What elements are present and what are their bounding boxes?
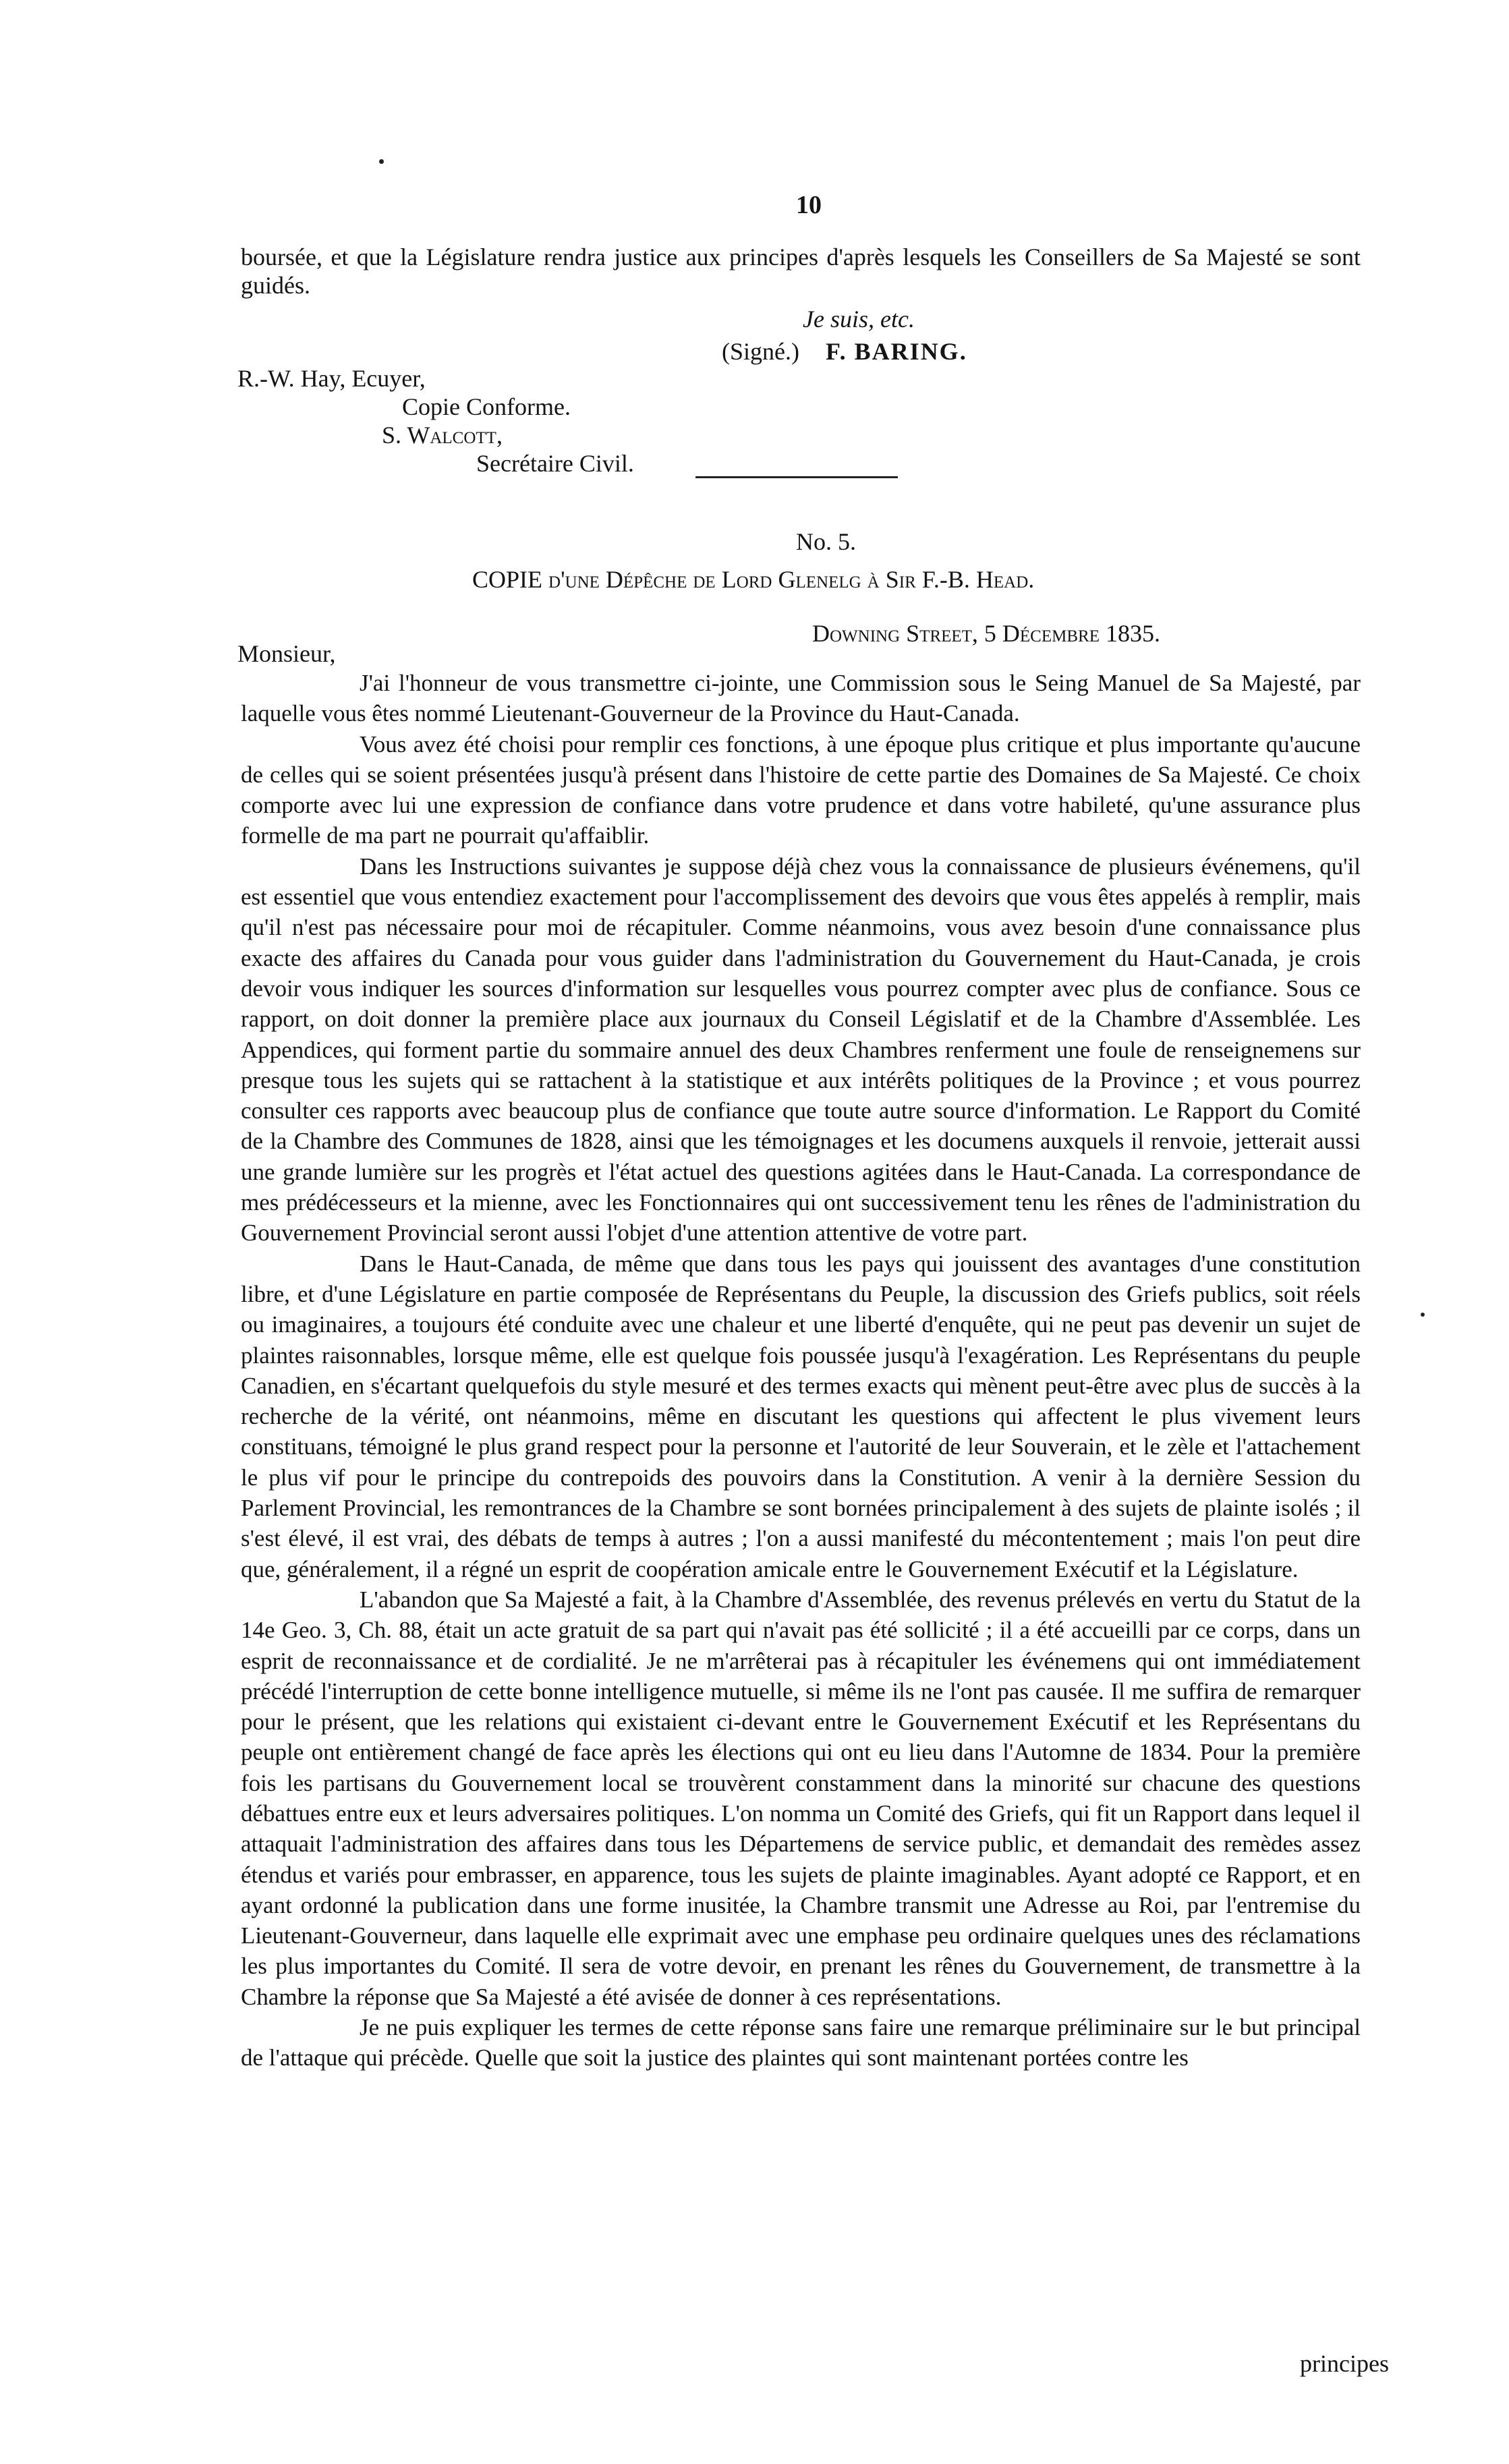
closing-formula: Je suis, etc. (803, 306, 915, 333)
catchword: principes (1300, 2350, 1389, 2377)
addressee: R.-W. Hay, Ecuyer, (237, 365, 426, 392)
certifier-name: S. Walcott, (382, 422, 503, 449)
salutation: Monsieur, (237, 640, 336, 667)
letter-body (241, 668, 1361, 2073)
carryover-paragraph: boursée, et que la Législature rendra justice aux principes d'après lesquels les Conseillers de Sa Majesté se sont guidés. (241, 243, 1361, 299)
paragraph: Vous avez été choisi pour remplir ces fonctions, à une époque plus critique et plus importante qu'aucune de celles qui se soient présentées jusqu'à présent dans l'histoire de cette partie des Domaines de Sa Majesté. Ce choix comporte avec lui une expression de confiance dans votre prudence et dans votre habileté, qu'une assurance plus formelle de ma part ne pourrait qu'affaiblir. (241, 730, 1361, 849)
paragraph: L'abandon que Sa Majesté a fait, à la Chambre d'Assemblée, des revenus prélevés en vertu du Statut de la 14e Geo. 3, Ch. 88, était un acte gratuit de sa part qui n'avait pas été sollicité ; il a été accueilli par ce corps, dans un esprit de reconnaissance et de cordialité. Je ne m'arrêterai pas à récapituler les événemens qui ont immédiatement précédé l'interruption de cette bonne intelligence mutuelle, si même ils ne l'ont pas causée. Il me suffira de remarquer pour le présent, que les relations qui existaient ci-devant entre le Gouvernement Exécutif et les Représentans du peuple ont entièrement changé de face après les élections qui ont eu lieu dans l'Automne de 1834. Pour la première fois les partisans du Gouvernement local se trouvèrent constamment dans la minorité sur chacune des questions débattues entre eux et leurs adversaires politiques. L'on nomma un Comité des Griefs, qui fit un Rapport dans lequel il attaquait l'administration des affaires dans tous les Départemens de service public, et demandait des remèdes assez étendus et variés pour embrasser, en apparence, tous les sujets de plainte imaginables. Ayant adopté ce Rapport, et en ayant ordonné la publication dans une forme inusitée, la Chambre transmit une Adresse au Roi, par l'entremise du Lieutenant-Gouverneur, dans laquelle elle exprimait avec une emphase peu ordinaire quelques unes des réclamations les plus importantes du Comité. Il sera de votre devoir, en prenant les rênes du Gouvernement, de transmettre à la Chambre la réponse que Sa Majesté a été avisée de donner à ces représentations. (241, 1586, 1361, 2010)
paragraph: Dans les Instructions suivantes je suppose déjà chez vous la connaissance de plusieurs événemens, qu'il est essentiel que vous entendiez exactement pour l'accomplissement des devoirs que vous êtes appelés à remplir, mais qu'il n'est pas nécessaire pour moi de récapituler. Comme néanmoins, vous avez besoin d'une connaissance plus exacte des affaires du Canada pour vous guider dans l'administration du Gouvernement du Haut-Canada, je crois devoir vous indiquer les sources d'information sur lesquelles vous pourrez compter avec plus de confiance. Sous ce rapport, on doit donner la première place aux journaux du Conseil Législatif et de la Chambre d'Assemblée. Les Appendices, qui forment partie du sommaire annuel des deux Chambres renferment une foule de renseignemens sur presque tous les sujets qui se rattachent à la statistique et aux intérêts politiques de la Province ; et vous pourrez consulter ces rapports avec beaucoup plus de confiance que toute autre source d'information. Le Rapport du Comité de la Chambre des Communes de 1828, ainsi que les témoignages et les documens auxquels il renvoie, jetterait aussi une grande lumière sur les progrès et l'état actuel des questions agitées dans le Haut-Canada. La correspondance de mes prédécesseurs et la mienne, avec les Fonctionnaires qui ont successivement tenu les rênes de l'administration du Gouvernement Provincial seront aussi l'objet d'une attention attentive de votre part. (241, 853, 1361, 1247)
signature-line (722, 337, 967, 366)
document-title: COPIE d'une Dépêche de Lord Glenelg à Sir F.-B. Head. (472, 566, 1035, 593)
signe-label: (Signé.) (722, 338, 799, 365)
certifier-title: Secrétaire Civil. (476, 450, 634, 477)
dateline: Downing Street, 5 Décembre 1835. (812, 620, 1160, 647)
document-number: No. 5. (796, 528, 856, 555)
paragraph: Dans le Haut-Canada, de même que dans tous les pays qui jouissent des avantages d'une constitution libre, et d'une Législature en partie composée de Représentans du Peuple, la discussion des Griefs publics, soit réels ou imaginaires, a toujours été conduite avec une chaleur et une liberté d'enquête, qui ne peut pas devenir un sujet de plaintes raisonnables, lorsque même, elle est quelque fois poussée jusqu'à l'exagération. Les Représentans du peuple Canadien, en s'écartant quelquefois du style mesuré et des termes exacts qui mènent peut-être avec plus de succès à la recherche de la vérité, ont néanmoins, même en discutant les questions qui affectent le plus vivement leurs constituans, témoigné le plus grand respect pour la personne et l'autorité de leur Souverain, et le zèle et l'attachement le plus vif pour le principe du contrepoids des pouvoirs dans la Constitution. A venir à la dernière Session du Parlement Provincial, les remontrances de la Chambre se sont bornées principalement à des sujets de plainte isolés ; il s'est élevé, il est vrai, des débats de temps à autres ; l'on a aussi manifesté du mécontentement ; mais l'on peut dire que, généralement, il a régné un esprit de coopération amicale entre le Gouvernement Exécutif et la Législature. (241, 1250, 1361, 1582)
ink-speck (379, 159, 384, 164)
paragraph: Je ne puis expliquer les termes de cette réponse sans faire une remarque préliminaire sur le but principal de l'attaque qui précède. Quelle que soit la justice des plaintes qui sont maintenant portées contre les (241, 2014, 1361, 2071)
paragraph: J'ai l'honneur de vous transmettre ci-jointe, une Commission sous le Seing Manuel de Sa Majesté, par laquelle vous êtes nommé Lieutenant-Gouverneur de la Province du Haut-Canada. (241, 670, 1361, 727)
copie-conforme: Copie Conforme. (402, 393, 571, 420)
page-number: 10 (796, 191, 822, 219)
section-divider (695, 476, 898, 478)
ink-speck (1421, 1313, 1425, 1317)
signatory-name: F. BARING. (825, 338, 967, 365)
